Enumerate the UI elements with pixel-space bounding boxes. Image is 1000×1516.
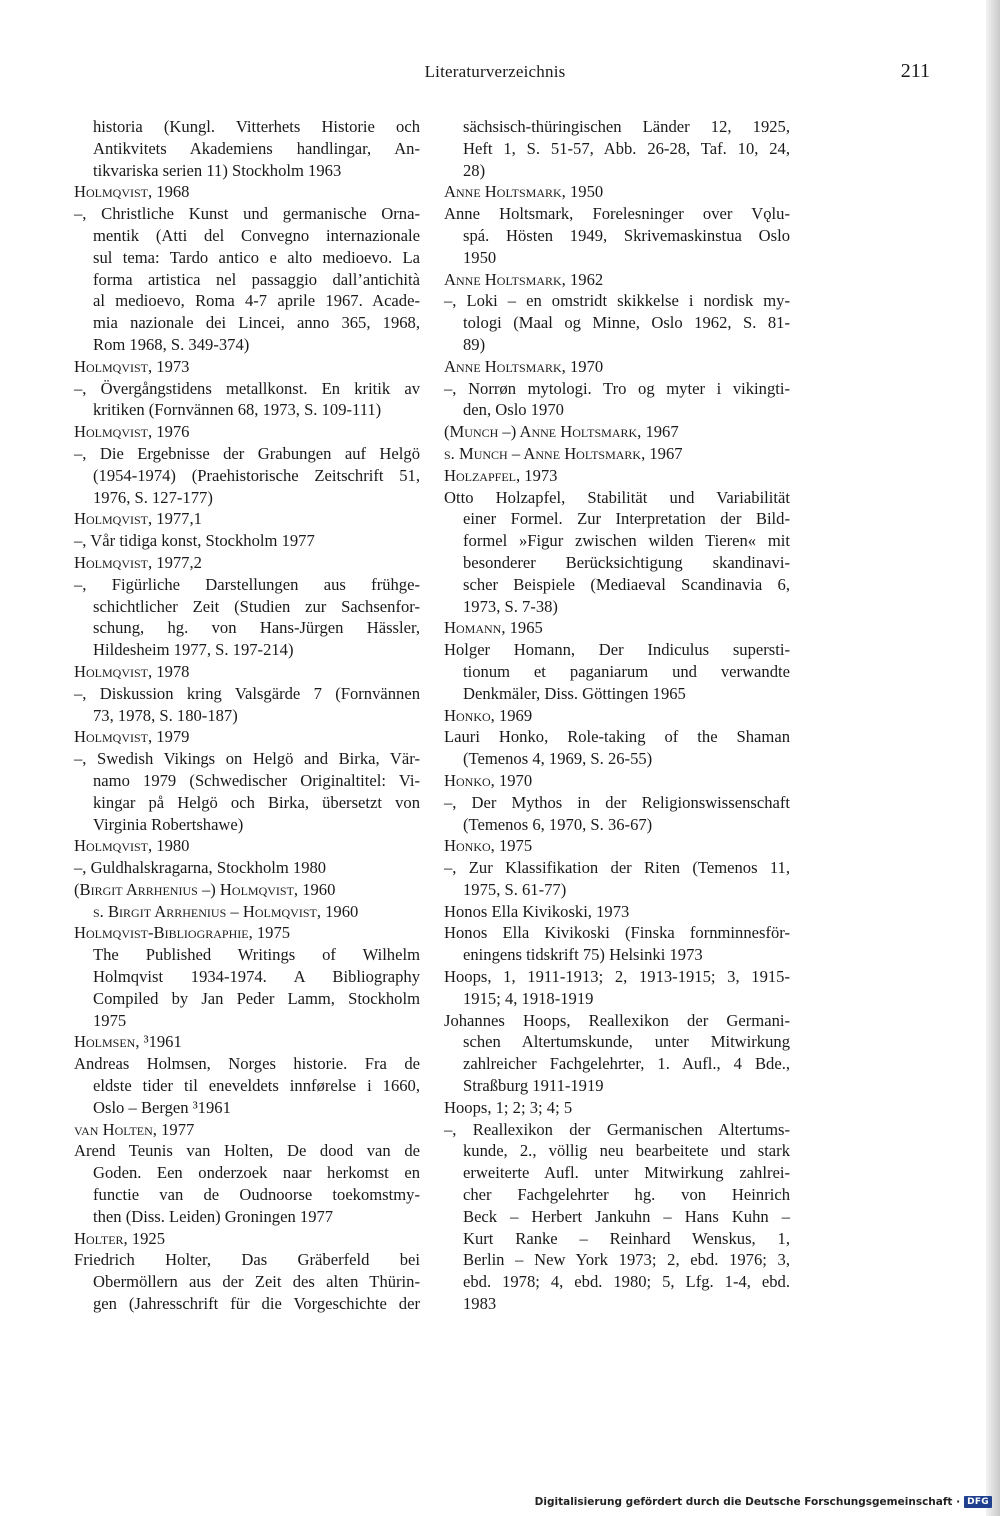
entry-heading: Anne Holtsmark, 1962 (444, 269, 604, 289)
running-title: Literaturverzeichnis (424, 62, 566, 81)
entry-text-line: sul tema: Tardo antico e alto medioevo. La (93, 247, 420, 267)
entry-text-line: –, Vår tidiga konst, Stockholm 1977 (74, 531, 315, 551)
entry-text-line: Arend Teunis van Holten, De dood van de (74, 1141, 420, 1161)
entry-text-line: sächsisch-thüringischen Länder 12, 1925, (463, 117, 790, 136)
entry-heading: Holmqvist, 1980 (74, 836, 190, 856)
entry-heading: (Munch –) Anne Holtsmark, 1967 (444, 422, 679, 442)
running-header (60, 62, 930, 90)
entry-heading: Honko, 1969 (444, 705, 533, 725)
entry-text-line: 1976, S. 127-177) (93, 487, 213, 507)
entry-text-line: Denkmäler, Diss. Göttingen 1965 (463, 683, 686, 703)
entry-text-line: forma artistica nel passaggio dall’antichità (93, 269, 420, 289)
entry-text-line: erweiterte Aufl. unter Mitwirkung zahlrei- (463, 1163, 790, 1183)
entry-heading: s. Birgit Arrhenius – Holmqvist, 1960 (93, 901, 359, 921)
entry-text-line: al medioevo, Roma 4-7 aprile 1967. Acade- (93, 291, 420, 311)
entry-text-line: namo 1979 (Schwedischer Originaltitel: Vi- (93, 770, 420, 790)
entry-text-line: Obermöllern aus der Zeit des alten Thürin- (93, 1272, 420, 1292)
entry-text-line: Heft 1, S. 51-57, Abb. 26-28, Taf. 10, 24, (463, 138, 790, 158)
entry-text-line: –, Reallexikon der Germanischen Altertums- (444, 1119, 790, 1139)
entry-heading: Holmqvist, 1976 (74, 422, 190, 442)
entry-text-line: Hildesheim 1977, S. 197-214) (93, 640, 294, 660)
entry-text-line: Oslo – Bergen ³1961 (93, 1097, 231, 1117)
entry-text-line: Beck – Herbert Jankuhn – Hans Kuhn – (463, 1206, 790, 1226)
entry-text-line: Hoops, 1; 2; 3; 4; 5 (444, 1097, 573, 1117)
entry-text-line: Virginia Robertshawe) (93, 814, 244, 834)
entry-text-line: –, Loki – en omstridt skikkelse i nordisk my- (444, 291, 790, 311)
entry-text-line: Holmqvist 1934-1974. A Bibliography (93, 967, 420, 987)
entry-text-line: Compiled by Jan Peder Lamm, Stockholm (93, 988, 420, 1008)
entry-text-line: –, Övergångstidens metallkonst. En kritik av (74, 378, 420, 398)
entry-text-line: besonderer Berücksichtigung skandinavi- (463, 552, 790, 572)
entry-text-line: functie van de Oudnoorse toekomstmy- (93, 1185, 420, 1205)
entry-heading: Holmqvist, 1978 (74, 661, 190, 681)
entry-text-line: Holger Homann, Der Indiculus supersti- (444, 640, 790, 660)
entry-heading: Anne Holtsmark, 1950 (444, 182, 604, 202)
entry-text-line: Rom 1968, S. 349-374) (93, 334, 250, 354)
entry-heading: Holzapfel, 1973 (444, 465, 558, 485)
entry-text-line: then (Diss. Leiden) Groningen 1977 (93, 1206, 334, 1226)
entry-text-line: (1954-1974) (Praehistorische Zeitschrift 51, (93, 465, 420, 485)
entry-heading: Homann, 1965 (444, 618, 543, 638)
entry-text-line: spá. Hösten 1949, Skrivemaskinstua Oslo (463, 225, 790, 245)
entry-heading: (Birgit Arrhenius –) Holmqvist, 1960 (74, 879, 336, 899)
entry-text-line: Honos Ella Kivikoski, 1973 (444, 901, 630, 921)
entry-text-line: mentik (Atti del Convegno internazionale (93, 225, 420, 245)
dfg-logo: DFG (964, 1496, 992, 1508)
entry-heading: Honko, 1970 (444, 770, 533, 790)
entry-text-line: (Temenos 4, 1969, S. 26-55) (463, 749, 653, 769)
entry-text-line: –, Die Ergebnisse der Grabungen auf Helgö (74, 443, 420, 463)
entry-text-line: Antikvitets Akademiens handlingar, An- (93, 138, 420, 158)
entry-text-line: Johannes Hoops, Reallexikon der Germani- (444, 1010, 790, 1030)
entry-text-line: –, Norrøn mytologi. Tro og myter i vikingti- (444, 378, 790, 398)
entry-heading: Holmqvist, 1968 (74, 182, 190, 202)
entry-text-line: 1915; 4, 1918-1919 (463, 988, 594, 1008)
entry-text-line: einer Formel. Zur Interpretation der Bild- (463, 509, 790, 529)
entry-text-line: The Published Writings of Wilhelm (93, 945, 420, 965)
entry-text-line: Kurt Ranke – Reinhard Wenskus, 1, (463, 1228, 790, 1248)
entry-text-line: 73, 1978, S. 180-187) (93, 705, 238, 725)
entry-text-line: –, Christliche Kunst und germanische Orna- (74, 204, 420, 224)
entry-text-line: eldste tider til eneveldets innførelse i 1660, (93, 1076, 420, 1096)
entry-text-line: kritiken (Fornvännen 68, 1973, S. 109-111) (93, 400, 382, 420)
entry-text-line: scher Beispiele (Mediaeval Scandinavia 6, (463, 574, 790, 594)
footer-credit (535, 1496, 992, 1508)
entry-text-line: tionum et paganiarum und verwandte (463, 661, 790, 681)
entry-text-line: zahlreicher Fachgelehrter, 1. Aufl., 4 Bde., (463, 1054, 790, 1074)
entry-heading: Holmqvist, 1977,1 (74, 509, 202, 529)
entry-text-line: cher Fachgelehrter hg. von Heinrich (463, 1185, 790, 1205)
entry-text-line: 1973, S. 7-38) (463, 596, 558, 616)
entry-text-line: gen (Jahresschrift für die Vorgeschichte der (93, 1294, 420, 1314)
entry-heading: Holmqvist, 1973 (74, 356, 190, 376)
entry-text-line: Honos Ella Kivikoski (Finska fornminnesför- (444, 923, 790, 943)
entry-text-line: Hoops, 1, 1911-1913; 2, 1913-1915; 3, 1915- (444, 967, 790, 987)
entry-text-line: Lauri Honko, Role-taking of the Shaman (444, 727, 790, 747)
entry-text-line: (Temenos 6, 1970, S. 36-67) (463, 814, 653, 834)
entry-text-line: –, Zur Klassifikation der Riten (Temenos 11, (444, 858, 790, 878)
entry-text-line: Friedrich Holter, Das Gräberfeld bei (74, 1250, 420, 1270)
left-column (74, 116, 420, 1315)
entry-text-line: eningens tidskrift 75) Helsinki 1973 (463, 945, 703, 965)
entry-text-line: Goden. Een onderzoek naar herkomst en (93, 1163, 420, 1183)
entry-text-line: schung, hg. von Hans-Jürgen Hässler, (93, 618, 420, 638)
entry-heading: Holmsen, ³1961 (74, 1032, 182, 1052)
entry-text-line: 89) (463, 334, 486, 354)
entry-text-line: Berlin – New York 1973; 2, ebd. 1976; 3, (463, 1250, 790, 1270)
entry-text-line: kunde, 2., völlig neu bearbeitete und stark (463, 1141, 790, 1161)
entry-text-line: –, Guldhalskragarna, Stockholm 1980 (74, 858, 327, 878)
entry-text-line: Anne Holtsmark, Forelesninger over Vǫlu- (444, 204, 790, 224)
entry-text-line: Andreas Holmsen, Norges historie. Fra de (74, 1054, 420, 1074)
entry-text-line: –, Swedish Vikings on Helgö and Birka, Vär- (74, 749, 420, 769)
page-number: 211 (900, 60, 930, 82)
entry-text-line: Straßburg 1911-1919 (463, 1076, 604, 1096)
entry-text-line: mia nazionale dei Lincei, anno 365, 1968, (93, 313, 420, 333)
entry-text-line: den, Oslo 1970 (463, 400, 564, 420)
entry-heading: van Holten, 1977 (74, 1119, 195, 1139)
entry-heading: Holmqvist-Bibliographie, 1975 (74, 923, 291, 943)
entry-text-line: kingar på Helgö och Birka, übersetzt von (93, 792, 420, 812)
entry-text-line: tologi (Maal og Minne, Oslo 1962, S. 81- (463, 313, 790, 333)
entry-text-line: 1975 (93, 1010, 127, 1030)
entry-text-line: –, Figürliche Darstellungen aus frühge- (74, 574, 420, 594)
entry-text-line: 1950 (463, 247, 497, 267)
page-edge-shadow (986, 0, 1000, 1516)
entry-heading: Holter, 1925 (74, 1228, 166, 1248)
entry-heading: Holmqvist, 1979 (74, 727, 190, 747)
footer-credit-text: Digitalisierung gefördert durch die Deutsche Forschungsgemeinschaft · (534, 1496, 961, 1508)
entry-text-line: 28) (463, 160, 486, 180)
entry-heading: s. Munch – Anne Holtsmark, 1967 (444, 443, 683, 463)
right-column (444, 116, 790, 1315)
entry-text-line: 1983 (463, 1294, 497, 1314)
entry-heading: Honko, 1975 (444, 836, 533, 856)
entry-text-line: historia (Kungl. Vitterhets Historie och (93, 117, 420, 136)
entry-text-line: tikvariska serien 11) Stockholm 1963 (93, 160, 342, 180)
entry-text-line: schichtlicher Zeit (Studien zur Sachsenfor- (93, 596, 420, 616)
entry-heading: Holmqvist, 1977,2 (74, 552, 202, 572)
entry-text-line: –, Der Mythos in der Religionswissenschaft (444, 792, 790, 812)
entry-heading: Anne Holtsmark, 1970 (444, 356, 604, 376)
entry-text-line: ebd. 1978; 4, ebd. 1980; 5, Lfg. 1-4, ebd. (463, 1272, 790, 1292)
entry-text-line: formel »Figur zwischen wilden Tieren« mit (463, 531, 790, 551)
entry-text-line: schen Altertumskunde, unter Mitwirkung (463, 1032, 790, 1052)
entry-text-line: Otto Holzapfel, Stabilität und Variabilität (444, 487, 790, 507)
entry-text-line: –, Diskussion kring Valsgärde 7 (Fornvännen (74, 683, 420, 703)
entry-text-line: 1975, S. 61-77) (463, 879, 567, 899)
